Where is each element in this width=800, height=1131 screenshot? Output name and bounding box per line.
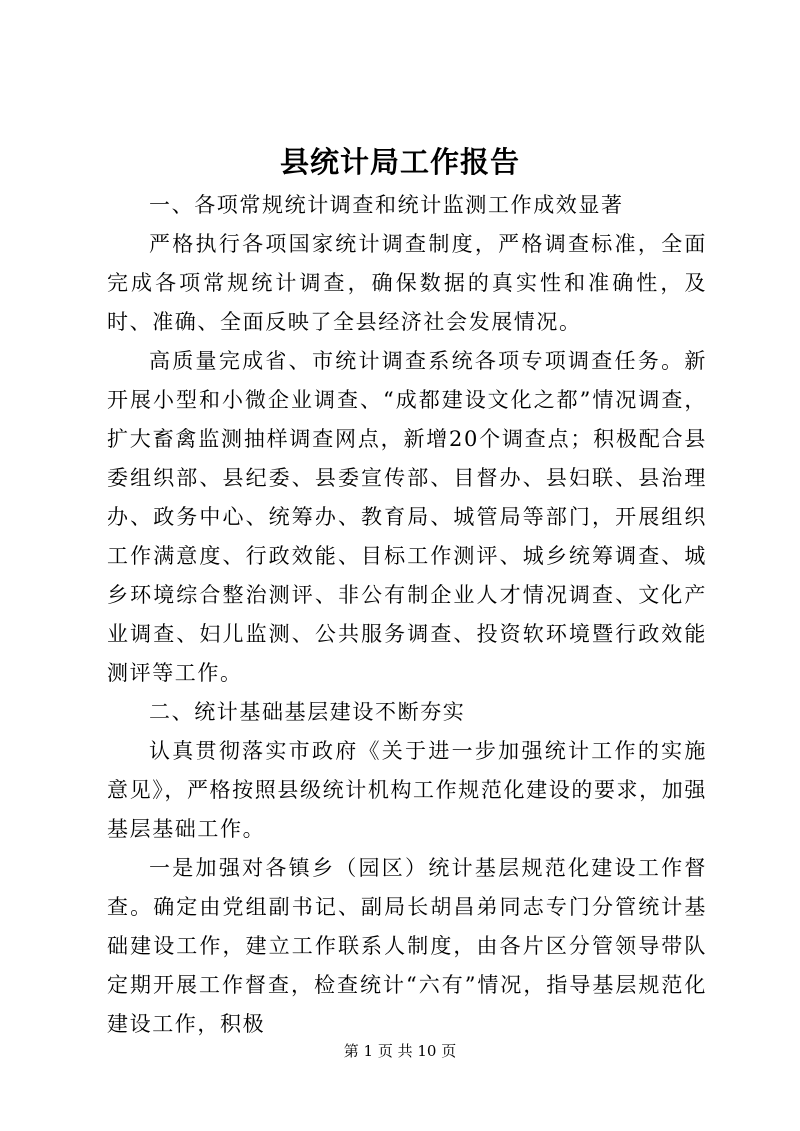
page-number: 第 1 页 共 10 页 — [343, 1042, 457, 1060]
paragraph: 认真贯彻落实市政府《关于进一步加强统计工作的实施意见》，严格按照县级统计机构工作规范化建设的要求，加强基层基础工作。 — [107, 739, 707, 841]
paragraph: 严格执行各项国家统计调查制度，严格调查标准，全面完成各项常规统计调查，确保数据的真实性和准确性，及时、准确、全面反映了全县经济社会发展情况。 — [107, 232, 707, 334]
document-body — [107, 186, 707, 1044]
paragraph: 高质量完成省、市统计调查系统各项专项调查任务。新开展小型和小微企业调查、“成都建设文化之都”情况调查，扩大畜禽监测抽样调查网点，新增20个调查点；积极配合县委组织部、县纪委、县委宣传部、目督办、县妇联、县治理办、政务中心、统筹办、教育局、城管局等部门，开展组织工作满意度、行政效能、目标工作测评、城乡统筹调查、城乡环境综合整治测评、非公有制企业人才情况调查、文化产业调查、妇儿监测、公共服务调查、投资软环境暨行政效能测评等工作。 — [107, 349, 707, 685]
section-heading-2: 二、统计基础基层建设不断夯实 — [149, 700, 466, 724]
paragraph: 一是加强对各镇乡（园区）统计基层规范化建设工作督查。确定由党组副书记、副局长胡昌弟同志专门分管统计基础建设工作，建立工作联系人制度，由各片区分管领导带队定期开展工作督查，检查统计“六有”情况，指导基层规范化建设工作，积极 — [107, 856, 707, 1036]
document-title: 县统计局工作报告 — [279, 145, 520, 179]
section-heading-1: 一、各项常规统计调查和统计监测工作成效显著 — [149, 193, 624, 217]
